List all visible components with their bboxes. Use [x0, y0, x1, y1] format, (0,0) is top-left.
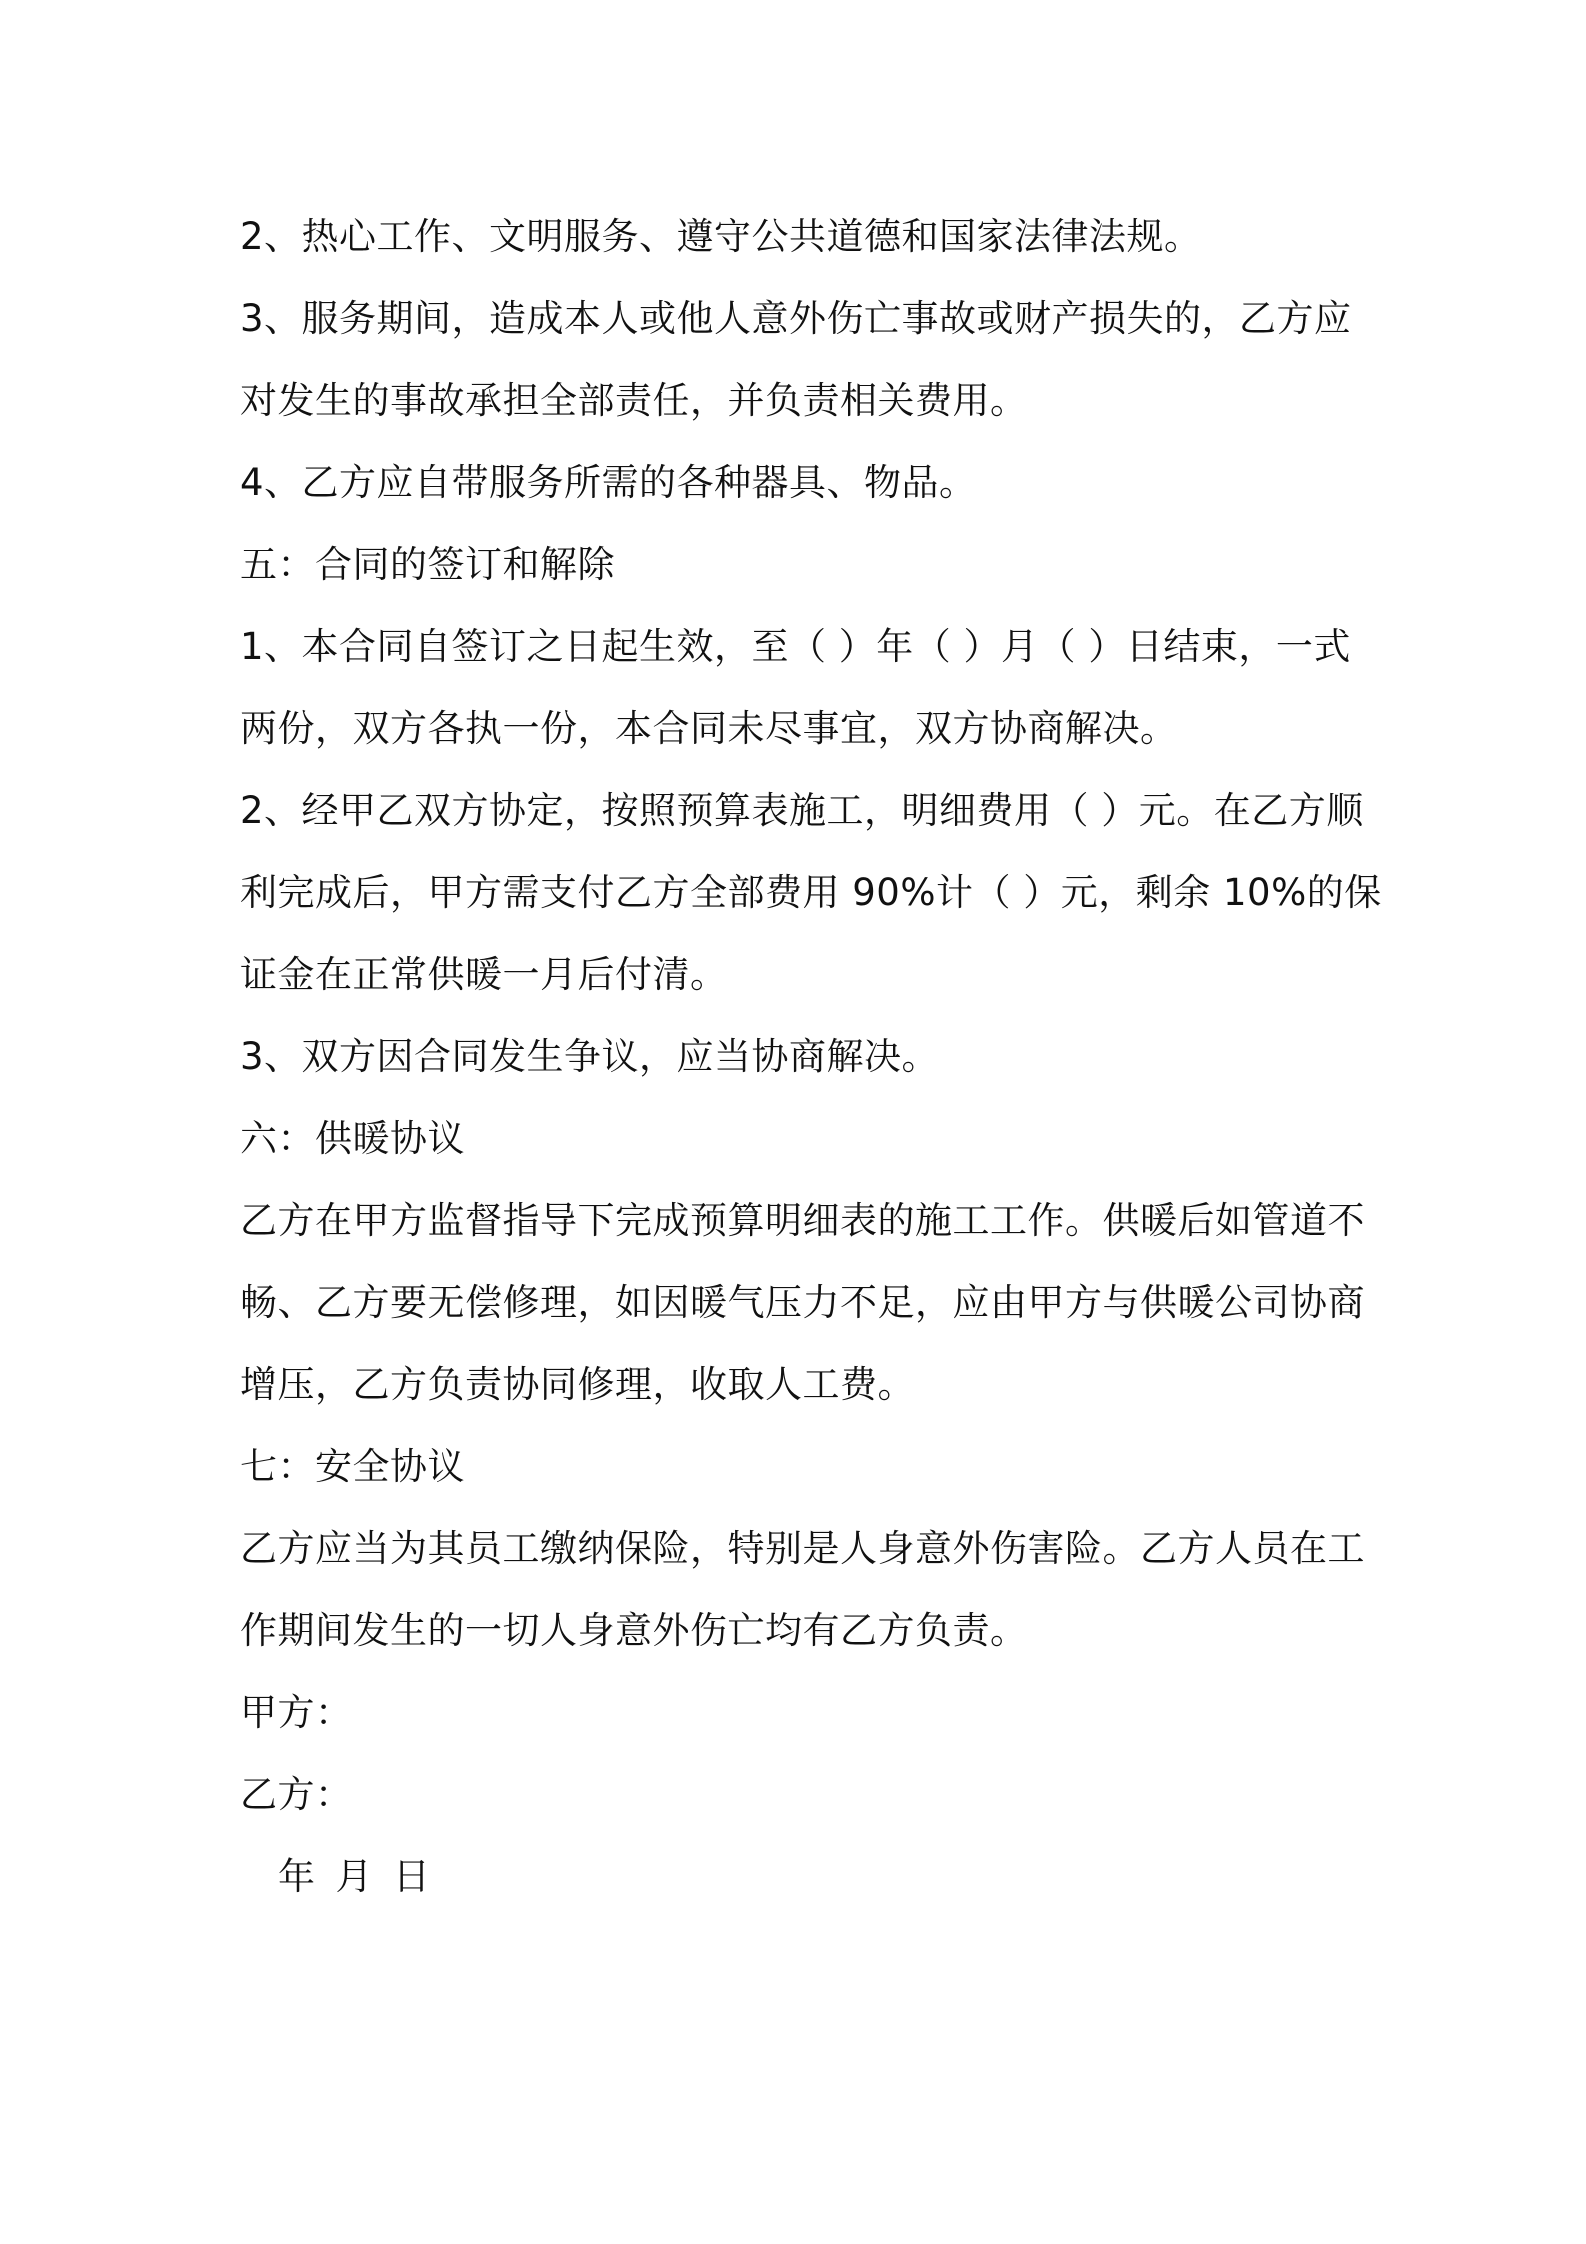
date-month: 月: [335, 1855, 373, 1898]
section-5-item-1-line-2: 两份，双方各执一份，本合同未尽事宜，双方协商解决。: [240, 707, 1178, 750]
section-7-text-line-1: 乙方应当为其员工缴纳保险，特别是人身意外伤害险。乙方人员在工: [240, 1527, 1365, 1570]
clause-4-line: 4、乙方应自带服务所需的各种器具、物品。: [240, 461, 977, 504]
clause-3-line-1: 3、服务期间，造成本人或他人意外伤亡事故或财产损失的，乙方应: [240, 297, 1352, 340]
date-year: 年: [278, 1855, 316, 1898]
section-6-text-line-1: 乙方在甲方监督指导下完成预算明细表的施工工作。供暖后如管道不: [240, 1199, 1365, 1242]
clause-2-line: 2、热心工作、文明服务、遵守公共道德和国家法律法规。: [240, 215, 1202, 258]
section-5-item-3-line: 3、双方因合同发生争议，应当协商解决。: [240, 1035, 940, 1078]
document-body: [240, 196, 1382, 1918]
section-5-item-2-line-2: 利完成后，甲方需支付乙方全部费用 90%计（ ）元，剩余 10%的保: [240, 871, 1382, 914]
clause-3-line-2: 对发生的事故承担全部责任，并负责相关费用。: [240, 379, 1028, 422]
section-7-text-line-2: 作期间发生的一切人身意外伤亡均有乙方负责。: [240, 1609, 1028, 1652]
section-5-item-2-line-3: 证金在正常供暖一月后付清。: [240, 953, 728, 996]
section-5-item-1-line-1: 1、本合同自签订之日起生效，至（ ）年（ ）月（ ）日结束，一式: [240, 625, 1351, 668]
section-7-heading: 七：安全协议: [240, 1445, 465, 1488]
section-6-text-line-2: 畅、乙方要无偿修理，如因暖气压力不足，应由甲方与供暖公司协商: [240, 1281, 1365, 1324]
section-5-heading: 五：合同的签订和解除: [240, 543, 615, 586]
section-5-item-2-line-1: 2、经甲乙双方协定，按照预算表施工，明细费用（ ）元。在乙方顺: [240, 789, 1364, 832]
party-a-signature: 甲方：: [240, 1691, 353, 1734]
party-b-signature: 乙方：: [240, 1773, 353, 1816]
section-6-text-line-3: 增压，乙方负责协同修理，收取人工费。: [240, 1363, 915, 1406]
signature-date: [240, 1836, 1360, 1918]
date-day: 日: [393, 1855, 431, 1898]
section-6-heading: 六：供暖协议: [240, 1117, 465, 1160]
